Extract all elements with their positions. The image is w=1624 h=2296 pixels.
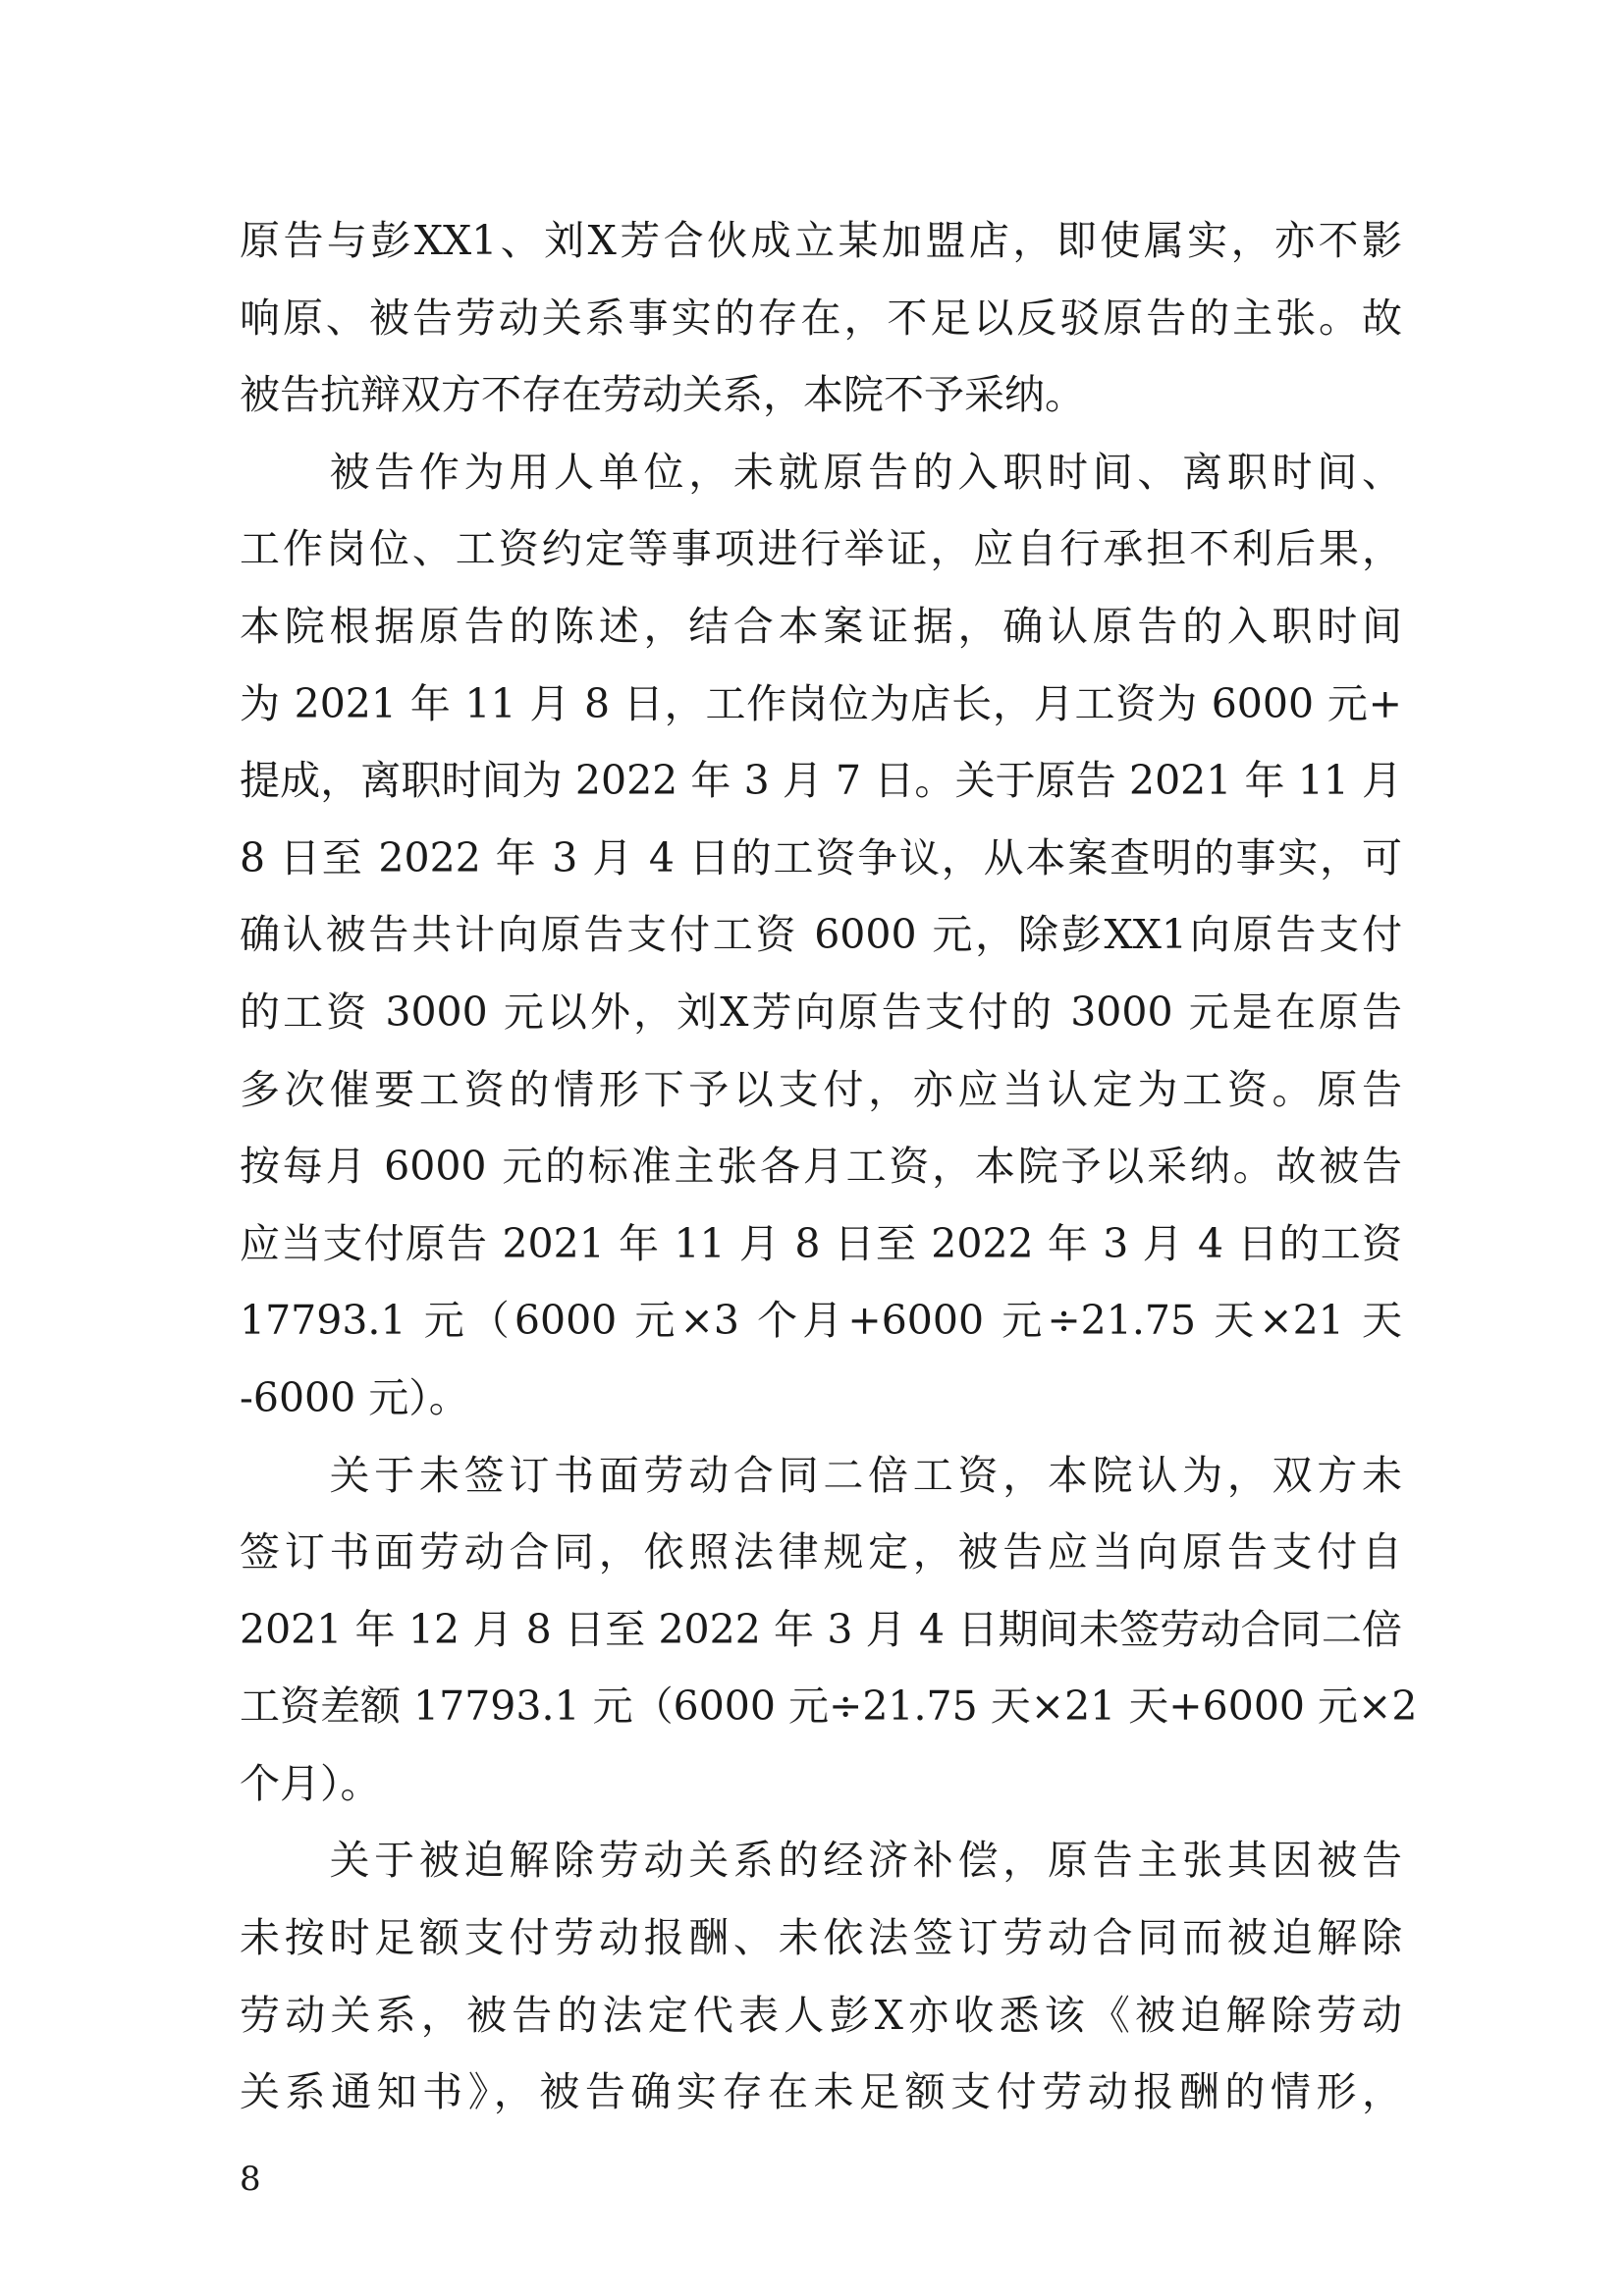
text-line: 为 2021 年 11 月 8 日，工作岗位为店长，月工资为 6000 元+ [240,679,1402,727]
text-line: 8 日至 2022 年 3 月 4 日的工资争议，从本案查明的事实，可 [240,833,1402,881]
text-line: 关于被迫解除劳动关系的经济补偿，原告主张其因被告 [240,1837,1402,1885]
text-line: 确认被告共计向原告支付工资 6000 元，除彭XX1向原告支付 [240,911,1402,959]
body-text [240,202,1418,2131]
text-line: 的工资 3000 元以外，刘X芳向原告支付的 3000 元是在原告 [240,988,1402,1036]
text-line: 按每月 6000 元的标准主张各月工资，本院予以采纳。故被告 [240,1143,1402,1191]
text-line: 17793.1 元（6000 元×3 个月+6000 元÷21.75 天×21 天 [240,1297,1402,1345]
text-line: 2021 年 12 月 8 日至 2022 年 3 月 4 日期间未签劳动合同二倍 [240,1605,1403,1653]
text-line: 未按时足额支付劳动报酬、未依法签订劳动合同而被迫解除 [240,1914,1402,1962]
text-line: 关系通知书》，被告确实存在未足额支付劳动报酬的情形， [240,2068,1402,2116]
text-line: 工资差额 17793.1 元（6000 元÷21.75 天×21 天+6000 元×2 [240,1682,1418,1731]
text-line: 个月）。 [240,1759,381,1807]
text-line: 原告与彭XX1、刘X芳合伙成立某加盟店，即使属实，亦不影 [240,217,1402,264]
page-number: 8 [240,2160,261,2199]
text-line: 提成，离职时间为 2022 年 3 月 7 日。关于原告 2021 年 11 月 [240,757,1402,805]
text-line: -6000 元）。 [240,1373,469,1421]
text-line: 劳动关系，被告的法定代表人彭X亦收悉该《被迫解除劳动 [240,1991,1402,2039]
text-line: 多次催要工资的情形下予以支付，亦应当认定为工资。原告 [240,1065,1402,1113]
text-line: 签订书面劳动合同，依照法律规定，被告应当向原告支付自 [240,1528,1402,1576]
text-line: 工作岗位、工资约定等事项进行举证，应自行承担不利后果， [240,525,1402,573]
text-line: 被告作为用人单位，未就原告的入职时间、离职时间、 [240,448,1402,496]
text-line: 应当支付原告 2021 年 11 月 8 日至 2022 年 3 月 4 日的工资 [240,1219,1402,1267]
text-line: 关于未签订书面劳动合同二倍工资，本院认为，双方未 [240,1451,1402,1499]
text-line: 响原、被告劳动关系事实的存在，不足以反驳原告的主张。故 [240,294,1402,342]
text-line: 本院根据原告的陈述，结合本案证据，确认原告的入职时间 [240,602,1402,650]
text-line: 被告抗辩双方不存在劳动关系，本院不予采纳。 [240,371,1085,419]
